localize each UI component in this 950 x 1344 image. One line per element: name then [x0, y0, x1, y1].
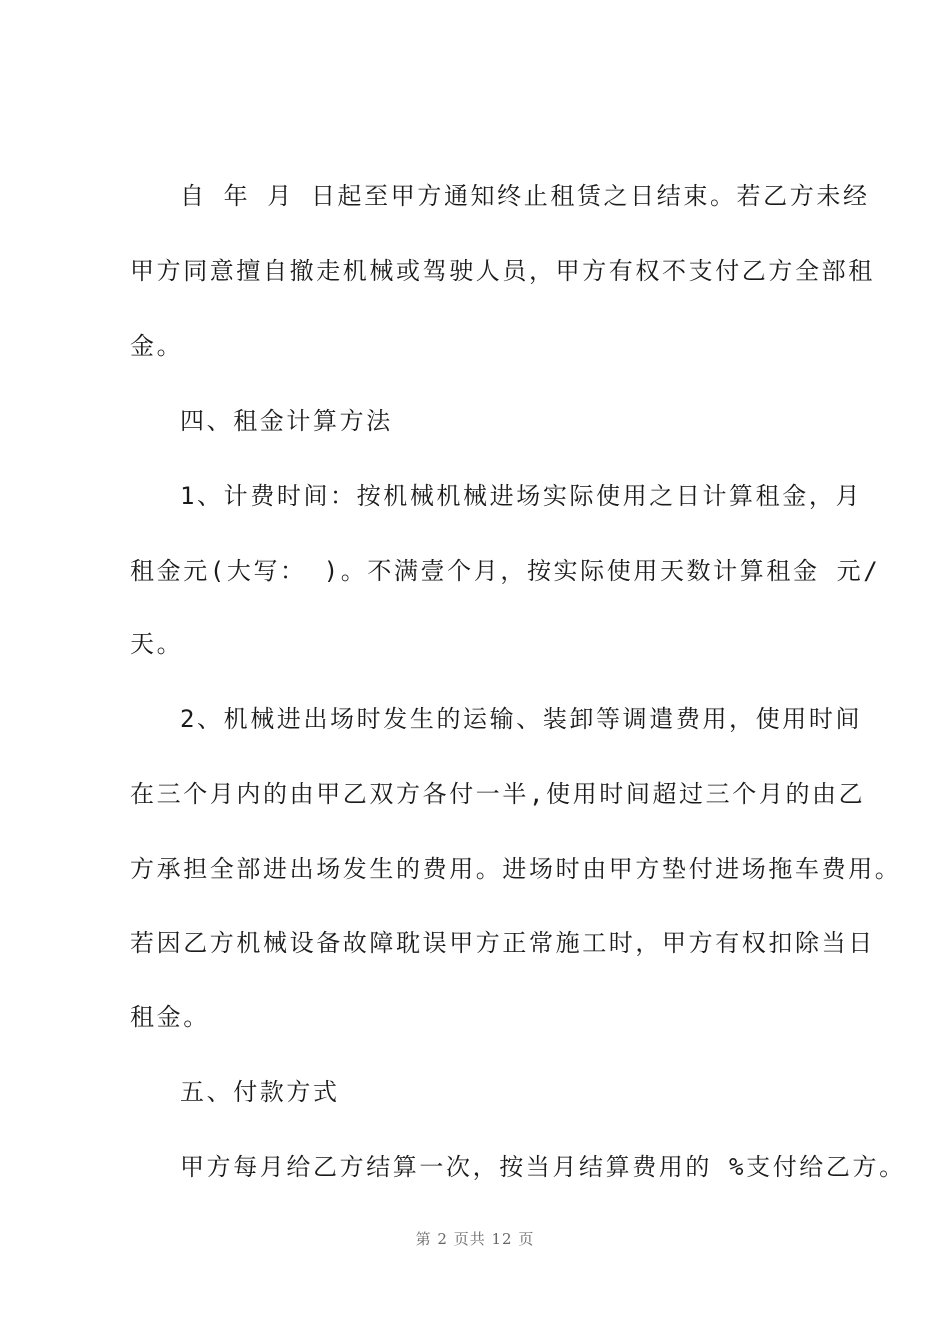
paragraph-line: 方承担全部进出场发生的费用。进场时由甲方垫付进场拖车费用。 [130, 855, 902, 883]
paragraph-line: 天。 [130, 630, 184, 658]
page-number-footer: 第 2 页共 12 页 [415, 1230, 535, 1248]
paragraph-line: 甲方每月给乙方结算一次，按当月结算费用的 %支付给乙方。 [180, 1153, 906, 1181]
paragraph-line: 甲方同意擅自撤走机械或驾驶人员，甲方有权不支付乙方全部租 [130, 257, 875, 285]
paragraph-line: 自 年 月 日起至甲方通知终止租赁之日结束。若乙方未经 [180, 182, 870, 210]
paragraph-line: 租金元(大写： )。不满壹个月，按实际使用天数计算租金 元/ [130, 557, 881, 585]
paragraph-line: 1、计费时间：按机械机械进场实际使用之日计算租金，月 [180, 482, 863, 510]
paragraph-line: 2、机械进出场时发生的运输、装卸等调遣费用，使用时间 [180, 705, 863, 733]
paragraph-line: 在三个月内的由甲乙双方各付一半,使用时间超过三个月的由乙 [130, 780, 866, 808]
paragraph-line: 若因乙方机械设备故障耽误甲方正常施工时，甲方有权扣除当日 [130, 929, 875, 957]
section-heading: 四、租金计算方法 [180, 407, 393, 435]
paragraph-line: 租金。 [130, 1003, 210, 1031]
section-heading: 五、付款方式 [180, 1078, 340, 1106]
paragraph-line: 金。 [130, 332, 184, 360]
